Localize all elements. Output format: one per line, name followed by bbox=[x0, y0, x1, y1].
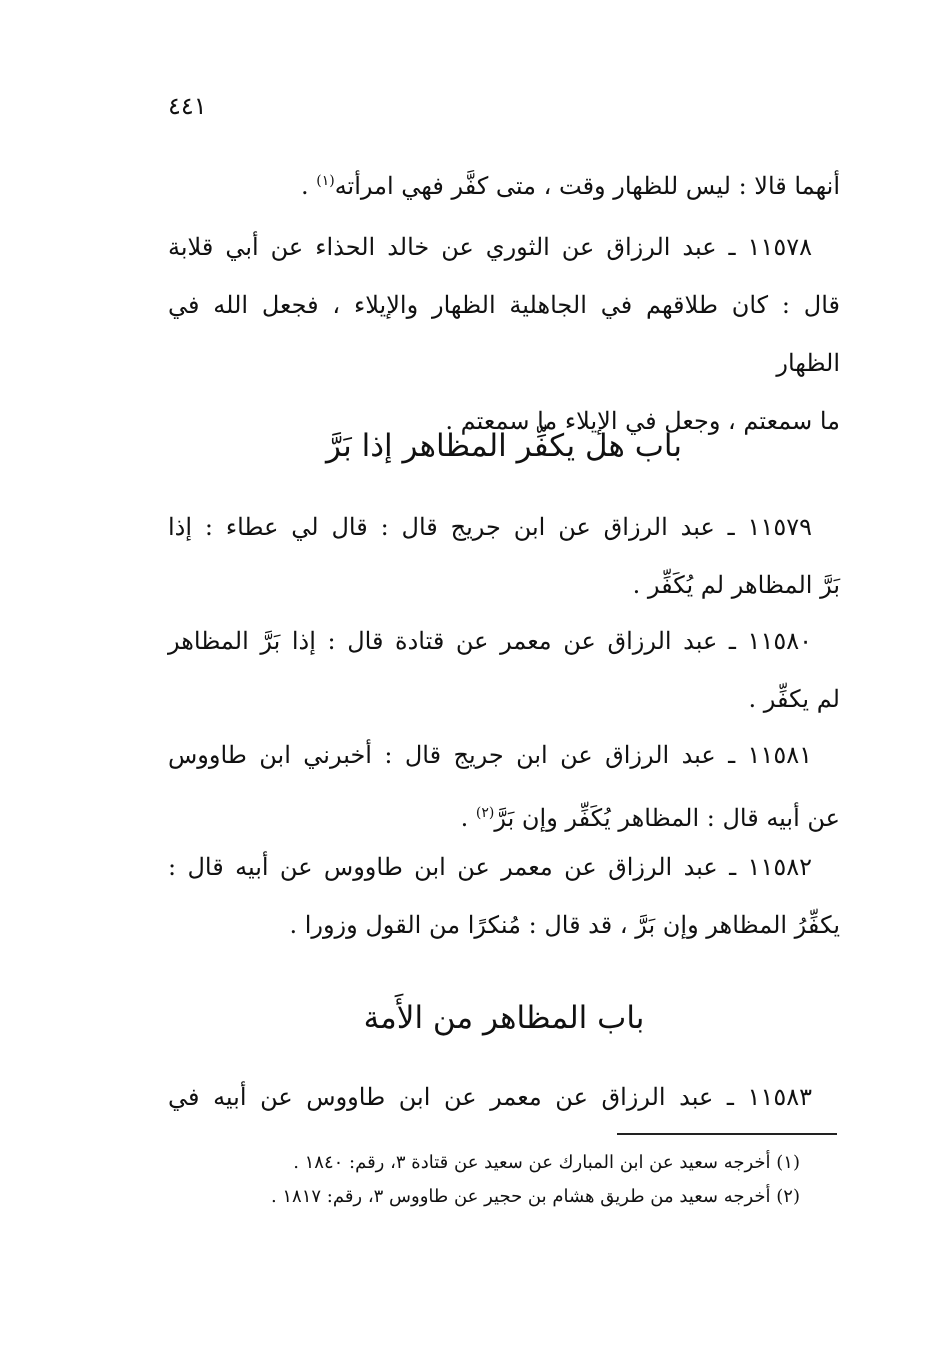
text-run: أنهما قالا : ليس للظهار وقت ، متى كفَّر فهي امرأته bbox=[334, 172, 840, 200]
text-run: . bbox=[300, 172, 317, 200]
text-run: عن أبيه قال : المظاهر يُكَفِّر وإن بَرَّ bbox=[494, 804, 840, 832]
text-line: ما سمعتم ، وجعل في الإيلاء ما سمعتم . bbox=[445, 407, 840, 435]
hadith-11580 bbox=[168, 612, 840, 728]
text-line: ١١٥٨١ ـ عبد الرزاق عن ابن جريج قال : أخبرني ابن طاووس bbox=[168, 741, 812, 769]
text-line: ١١٥٧٩ ـ عبد الرزاق عن ابن جريج قال : قال لي عطاء : إذا bbox=[168, 513, 812, 541]
footnote-ref-2[interactable]: (٢) bbox=[475, 805, 495, 821]
hadith-11583 bbox=[168, 1068, 840, 1126]
text-line bbox=[168, 152, 840, 215]
text-line: ١١٥٨٠ ـ عبد الرزاق عن معمر عن قتادة قال : إذا بَرَّ المظاهر bbox=[168, 627, 812, 655]
text-line: يكفِّرُ المظاهر وإن بَرَّ ، قد قال : مُنكرًا من القول وزورا . bbox=[289, 911, 840, 939]
text-line: ١١٥٧٨ ـ عبد الرزاق عن الثوري عن خالد الحذاء عن أبي قلابة bbox=[168, 233, 812, 261]
text-run: . bbox=[460, 804, 476, 832]
text-line: قال : كان طلاقهم في الجاهلية الظهار والإيلاء ، فجعل الله في الظهار bbox=[168, 291, 840, 377]
page-number: ٤٤١ bbox=[168, 92, 207, 120]
footnote-2: (٢) أخرجه سعيد من طريق هشام بن حجير عن طاووس ٣، رقم: ١٨١٧ . bbox=[270, 1186, 800, 1207]
hadith-11578 bbox=[168, 218, 840, 450]
footnote-ref-1[interactable]: (١) bbox=[316, 173, 335, 189]
section-heading-1: باب هل يكفِّر المظاهر إذا بَرَّ bbox=[326, 428, 682, 464]
hadith-11579 bbox=[168, 498, 840, 614]
paragraph-continuation bbox=[168, 152, 840, 215]
text-line: لم يكفِّر . bbox=[748, 685, 840, 713]
text-line: ١١٥٨٢ ـ عبد الرزاق عن معمر عن ابن طاووس عن أبيه قال : bbox=[168, 853, 812, 881]
footnote-1: (١) أخرجه سعيد عن ابن المبارك عن سعيد عن قتادة ٣، رقم: ١٨٤٠ . bbox=[293, 1152, 800, 1173]
text-line: ١١٥٨٣ ـ عبد الرزاق عن معمر عن ابن طاووس عن أبيه في bbox=[168, 1083, 812, 1111]
hadith-11582 bbox=[168, 838, 840, 954]
section-heading-2: باب المظاهر من الأَمة bbox=[363, 1000, 645, 1036]
footnote-divider bbox=[617, 1133, 837, 1135]
footnotes bbox=[168, 1146, 840, 1214]
hadith-11581 bbox=[168, 726, 840, 847]
text-line: بَرَّ المظاهر لم يُكَفِّر . bbox=[632, 571, 840, 599]
